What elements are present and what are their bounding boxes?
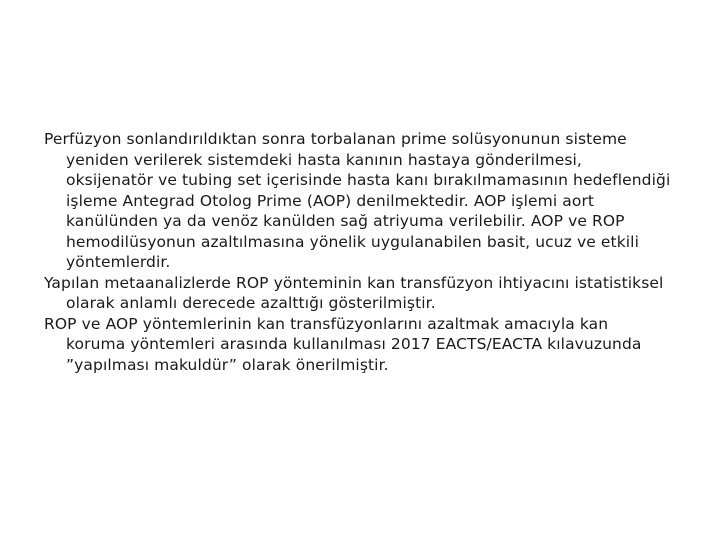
paragraph-aop-definition: Perfüzyon sonlandırıldıktan sonra torbalanan prime solüsyonunun sisteme yeniden verilerek sistemdeki hasta kanının hastaya gönderilmesi, oksijenatör ve tubing set içerisinde hasta kanı bırakılmamasının hedeflendiği işleme Antegrad Otolog Prime (AOP) denilmektedir. AOP işlemi aort kanülünden ya da venöz kanülden sağ atriyuma verilebilir. AOP ve ROP hemodilüsyonun azaltılmasına yönelik uygulanabilen basit, ucuz ve etkili yöntemlerdir. [44,130,671,271]
body-text [44,129,672,375]
paragraph-meta-analysis: Yapılan metaanalizlerde ROP yönteminin kan transfüzyon ihtiyacını istatistiksel olarak anlamlı derecede azalttığı gösterilmiştir. [44,273,664,312]
paragraph-guideline: ROP ve AOP yöntemlerinin kan transfüzyonlarını azaltmak amacıyla kan koruma yöntemleri arasında kullanılması 2017 EACTS/EACTA kılavuzunda ”yapılması makuldür” olarak önerilmiştir. [44,314,642,374]
